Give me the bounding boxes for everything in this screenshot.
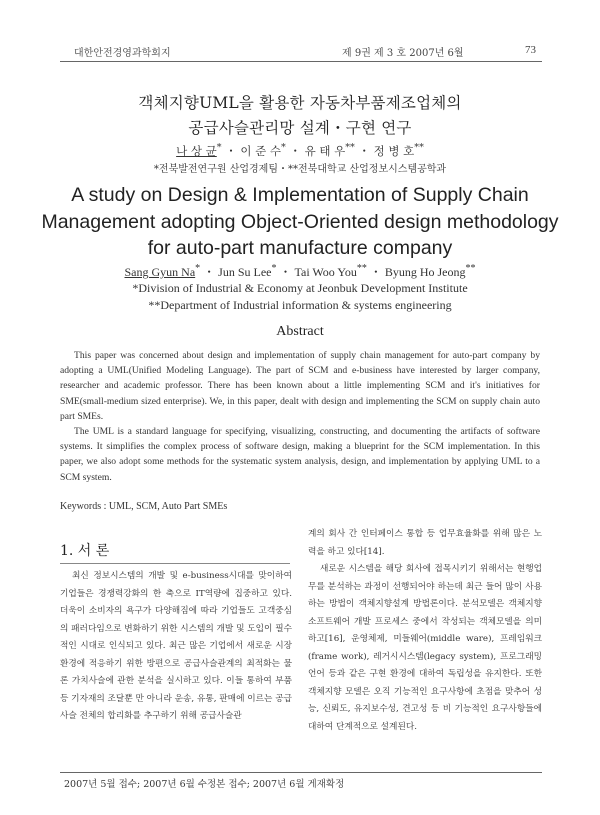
author-ko-2-mark: * <box>281 142 286 153</box>
author-ko-3-mark: ** <box>345 142 355 153</box>
author-ko-4: 정 병 호 <box>373 143 415 158</box>
english-title-line3: for auto-part manufacture company <box>147 237 453 259</box>
author-ko-1: 나 상 균 <box>176 143 217 158</box>
intro-paragraph-2: 새로운 시스템을 해당 회사에 접목시키기 위해서는 현행업무를 분석하는 과정이 선행되어야 하는데 최근 들어 많이 사용하는 방법이 객체지향설계 방법론이다. 분석모델은 객체지향 소프트웨어 개발 프로세스 중에서 작성되는 객체모델을 의미하고[16], 운영체제, 미들웨어(middle ware), 프레임워크(frame work), 레거시시스템(legacy system), 프로그래밍 언어 등과 같은 구현 환경에 대하여 독립성을 유지한다. 또한 객체지향 모델은 오직 기능적인 요구사항에 초점을 맞추어 성능, 신뢰도, 유지보수성, 견고성 등 비 기능적인 요구사항들에 대하여 단계적으로 설계된다. <box>308 564 542 732</box>
right-column <box>308 526 542 736</box>
author-en-3: ・ Tai Woo You <box>276 265 357 279</box>
author-ko-3: 유 태 우 <box>304 143 346 158</box>
author-en-4: ・ Byung Ho Jeong <box>366 265 466 279</box>
submission-note: 2007년 5월 접수; 2007년 6월 수정본 접수; 2007년 6월 게재확정 <box>64 779 345 790</box>
abstract-paragraph-2: The UML is a standard language for specifying, visualizing, constructing, and documenting the artifacts of software systems. It simplifies the complex process of software design, making a blueprint for the SCM implementation. In this paper, we also adopt some methods for the systematic system analysis, design, and implementation by applying UML to a SCM system. <box>60 426 540 483</box>
abstract-paragraph-1: This paper was concerned about design and implementation of supply chain management for auto-part company by adopting a UML(Unified Modeling Language). The part of SCM and e-business have interested by larger company, researcher and academic professor. There has been known about a little implementing SCM and it's initiatives for SME(small-medium sized enterprise). We, in this paper, dealt with design and implementing the SCM on supply chain auto part SMEs. <box>60 350 540 422</box>
abstract-body <box>60 348 540 485</box>
english-affiliation-1: *Division of Industrial & Economy at Jeonbuk Development Institute <box>132 281 468 295</box>
journal-name: 대한안전경영과학회지 <box>74 48 171 59</box>
korean-title-line1: 객체지향UML을 활용한 자동차부품제조업체의 <box>138 94 462 112</box>
korean-affiliation: *전북발전연구원 산업경제팀・**전북대학교 산업정보시스템공학과 <box>153 164 447 175</box>
english-title-line2: Management adopting Object-Oriented design methodology <box>41 211 559 233</box>
section-rule <box>60 563 290 564</box>
english-affiliation-2: **Department of Industrial information & systems engineering <box>148 298 452 312</box>
author-sep-3: ・ <box>358 143 370 158</box>
page-number: 73 <box>525 44 536 56</box>
author-ko-4-mark: ** <box>414 142 424 153</box>
author-en-3-mark: ** <box>356 263 367 274</box>
korean-title-line2: 공급사슬관리망 설계・구현 연구 <box>188 119 412 137</box>
english-title-line1: A study on Design & Implementation of Supply Chain <box>71 184 529 206</box>
section-heading: 1. 서 론 <box>60 543 110 559</box>
footer-rule <box>60 772 542 773</box>
left-column <box>60 568 292 726</box>
author-sep-1: ・ <box>225 143 237 158</box>
author-en-4-mark: ** <box>465 263 476 274</box>
author-en-1: Sang Gyun Na <box>124 265 196 279</box>
intro-paragraph-1: 최신 정보시스템의 개발 및 e-business시대를 맞이하여 기업들은 경쟁력강화의 한 축으로 IT역량에 집중하고 있다. 더욱이 소비자의 욕구가 다양해짐에 따라 기업들도 고객중심의 패러다임으로 변화하기 위한 시스템의 개발 및 도입이 필수적인 시대로 인식되고 있다. 최근 많은 기업에서 새로운 시장 환경에 적응하기 위한 방편으로 공급사슬관계의 최적화는 물론 가치사슬에 관한 분석을 실시하고 있다. 이들 통하여 부품 등 기자재의 조달뿐 만 아니라 운송, 유통, 판매에 이르는 공급사슬 전체의 합리화를 추구하기 위해 공급사슬관 <box>60 571 292 721</box>
author-en-2: ・ Jun Su Lee <box>200 265 272 279</box>
author-sep-2: ・ <box>289 143 301 158</box>
issue-info: 제 9권 제 3 호 2007년 6월 <box>342 48 464 59</box>
author-en-1-mark: * <box>195 263 201 274</box>
intro-paragraph-continued: 계의 회사 간 인터페이스 통합 등 업무효율화를 위해 많은 노력을 하고 있다[14]. <box>308 529 542 557</box>
korean-authors <box>0 142 600 159</box>
author-ko-2: 이 준 수 <box>240 143 282 158</box>
abstract-heading: Abstract <box>276 324 324 339</box>
author-en-2-mark: * <box>271 263 277 274</box>
keywords: Keywords : UML, SCM, Auto Part SMEs <box>60 501 228 512</box>
header-rule <box>60 61 542 62</box>
english-authors <box>0 263 600 280</box>
running-header <box>60 44 536 60</box>
author-ko-1-mark: * <box>216 142 222 153</box>
